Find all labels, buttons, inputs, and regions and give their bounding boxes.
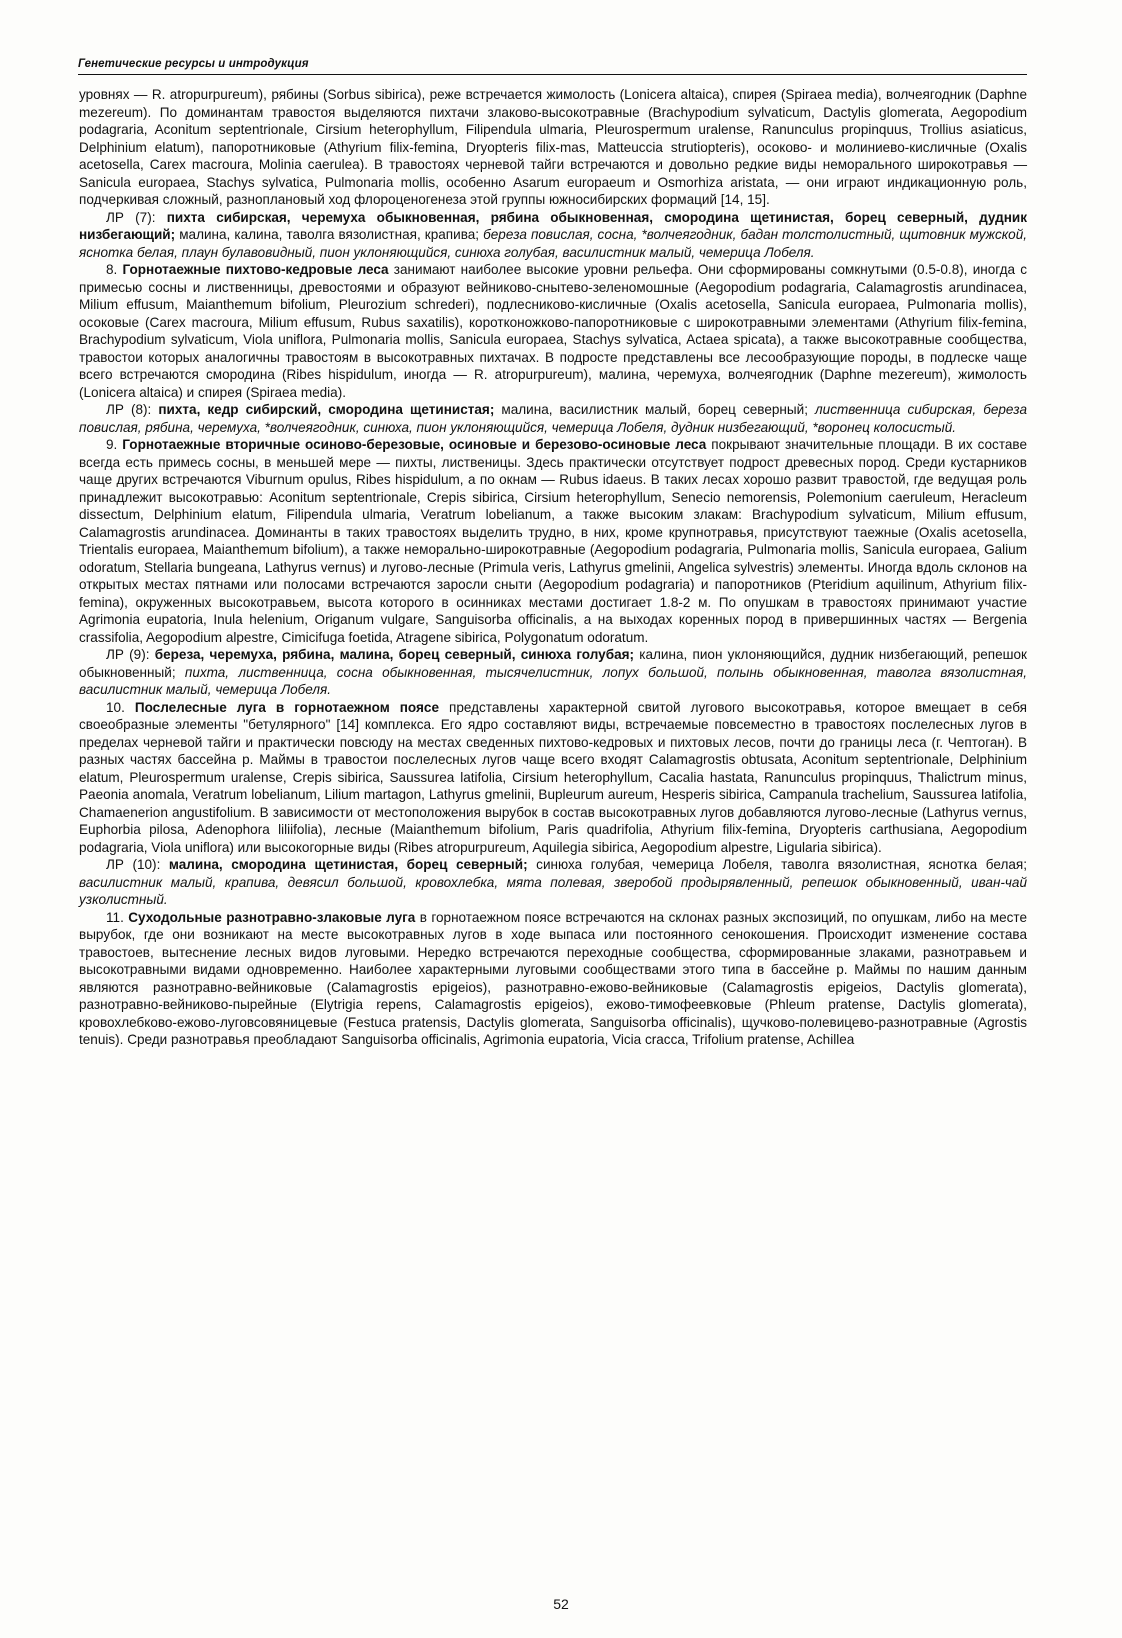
bold-run: пихта, кедр сибирский, смородина щетинистая; [158, 402, 495, 417]
text-run: занимают наиболее высокие уровни рельефа. Они сформированы сомкнутыми (0.5-0.8), иногда с примесью сосны и лиственницы, древостоями и образуют вейниково-снытево-зеленомошные (Aegopodium podagraria, Calamagrostis arundinacea, Milium effusum, Maianthemum bifolium, Pleurozium schrederi), подлесниково-кисличные (Oxalis acetosella, Sanicula europaea, Pulmonaria mollis), осоковые (Carex macroura, Milium effusum, Rubus saxatilis), коротконожково-папоротниковые с широкотравными элементами (Athyrium filix-femina, Brachypodium sylvaticum, Viola uniflora, Pulmonaria mollis, Sanicula europaea, Stachys sylvatica, Actaea spicata), а также высокотравные сообщества, травостои которых аналогичны травостоям в высокотравных пихтачах. В подросте представлены все лесообразующие породы, в подлеске чаще всего встречаются смородина (Ribes hispidulum, иногда — R. atropurpureum), малина, черемуха, волчеягодник (Daphne mezereum), жимолость (Lonicera altaica) и спирея (Spiraea media). [79, 262, 1028, 400]
text-run: 9. [106, 437, 123, 452]
bold-run: Горнотаежные пихтово-кедровые леса [122, 262, 389, 277]
text-run: калина, пион уклоняющийся, дудник низбегающий, репешок обыкновенный; [79, 647, 1027, 680]
bold-run: пихта сибирская, черемуха обыкновенная, рябина обыкновенная, смородина щетинистая, борец северный, дудник низбегающий; [79, 209, 1028, 242]
text-run: малина, василистник малый, борец северный; [494, 402, 816, 417]
running-header: Генетические ресурсы и интродукция [78, 58, 309, 70]
text-run: покрывают значительные площади. В их составе всегда есть примесь сосны, в меньшей мере — пихты, лиственицы. Здесь практически отсутствует подрост древесных пород. Среди кустарников чаще других встречаются Viburnum opulus, Ribes hispidulum, а по окнам — Rubus idaeus. В таких лесах хорошо развит травостой, где ведущая роль принадлежит высокотравью: Aconitum septentrionale, Crepis sibirica, Cirsium heterophyllum, Senecio nemorensis, Polemonium caeruleum, Heracleum dissectum, Delphinium elatum, Filipendula ulmaria, Veratrum lobelianum, а также высоким злакам: Brachypodium sylvaticum, Milium effusum, Calamagrostis arundinacea. Доминанты в таких травостоях выделить трудно, в них, кроме крупнотравья, присутствуют таежные (Oxalis acetosella, Trientalis europaea, Maianthemum bifolium), а также неморально-широкотравные (Aegopodium podagraria, Pulmonaria mollis, Sanicula europaea, Galium odoratum, Stellaria bungeana, Lathyrus vernus) и лугово-лесные (Primula veris, Lathyrus gmelinii, Angelica sylvestris) элементы. Иногда вдоль склонов на открытых местах пятнами или полосами встречаются заросли сныти (Aegopodium podagraria) и папоротников (Pteridium aquilinum, Athyrium filix-femina), окруженных высокотравьем, высота которого в осинниках местами достигает 1.8-2 м. По опушкам в травостоях принимают участие Agrimonia eupatoria, Inula helenium, Origanum vulgare, Sanguisorba officinalis, а на выходах коренных пород в привершинных частях — Bergenia crassifolia, Aegopodium alpestre, Cimicifuga foetida, Atragene sibirica, Polygonatum odoratum. [79, 437, 1027, 645]
paragraph [79, 646, 1027, 699]
bold-run: береза, черемуха, рябина, малина, борец северный, синюха голубая; [154, 647, 635, 662]
paragraph [79, 209, 1027, 262]
paragraph [79, 909, 1027, 1049]
italic-run: пихта, лиственница, сосна обыкновенная, тысячелистник, лопух большой, полынь обыкновенная, таволга вязолистная, василистник малый, чемерица Лобеля. [79, 664, 1027, 697]
text-run: ЛР (10): [106, 857, 169, 872]
page-number: 52 [553, 1596, 569, 1612]
paragraph [79, 86, 1027, 209]
paragraph [79, 699, 1027, 857]
body-text [79, 86, 1027, 1049]
italic-run: береза повислая, сосна, *волчеягодник, бадан толстолистный, щитовник мужской, яснотка белая, плаун булавовидный, пион уклоняющийся, синюха голубая, василистник малый, чемерица Лобеля. [79, 227, 1027, 260]
italic-run: лиственница сибирская, береза повислая, рябина, черемуха, *волчеягодник, синюха, пион уклоняющийся, чемерица Лобеля, дудник низбегающий, *воронец колосистый. [79, 402, 1027, 435]
bold-run: Послелесные луга в горнотаежном поясе [134, 699, 439, 715]
text-run: 11. [106, 909, 129, 925]
paragraph [79, 436, 1027, 646]
paragraph [79, 856, 1027, 909]
text-run: малина, калина, таволга вязолистная, крапива; [175, 227, 484, 242]
text-run: синюха голубая, чемерица Лобеля, таволга вязолистная, яснотка белая; [527, 857, 1027, 872]
text-run: 10. [106, 699, 135, 715]
paragraph [79, 261, 1027, 401]
text-run: ЛР (9): [106, 647, 155, 662]
text-run: ЛР (8): [106, 402, 159, 417]
text-run: в горнотаежном поясе встречаются на склонах разных экспозиций, по опушкам, либо на месте вырубок, где они возникают на месте высокотравных лугов в ходе выпаса или постоянного сенокошения. Происходит изменение состава травостоев, вытеснение лесных видов луговыми. Нередко встречаются переходные сообщества, сформированные злаками, разнотравьем и высокотравными видами одновременно. Наиболее характерными луговыми сообществами этого типа в бассейне р. Маймы по нашим данным являются разнотравно-вейниковые (Calamagrostis epigeios), разнотравно-ежово-вейниковые (Calamagrostis epigeios, Dactylis glomerata), разнотравно-вейниково-пырейные (Elytrigia repens, Calamagrostis epigeios), ежово-тимофеевковые (Phleum pratense, Dactylis glomerata), кровохлебково-ежово-луговсовяницевые (Festuca pratensis, Dactylis glomerata, Sanguisorba officinalis), щучково-полевицево-разнотравные (Agrostis tenuis). Среди разнотравья преобладают Sanguisorba officinalis, Agrimonia eupatoria, Vicia cracca, Trifolium pratense, Achillea [79, 909, 1027, 1047]
bold-run: Суходольные разнотравно-злаковые луга [128, 909, 416, 925]
italic-run: василистник малый, крапива, девясил большой, кровохлебка, мята полевая, зверобой продырявленный, репешок обыкновенный, иван-чай узколистный. [79, 874, 1027, 907]
text-run: ЛР (7): [106, 209, 167, 225]
bold-run: малина, смородина щетинистая, борец северный; [168, 857, 528, 872]
text-run: 8. [106, 262, 123, 277]
paragraph [79, 401, 1027, 436]
bold-run: Горнотаежные вторичные осиново-березовые, осиновые и березово-осиновые леса [122, 437, 707, 452]
header-rule [78, 74, 1027, 75]
text-run: представлены характерной свитой лугового высокотравья, которое вмещает в себя своеобразные элементы "бетулярного" [14] комплекса. Его ядро составляют виды, встречаемые повсеместно в травостоях послелесных лугов в пределах черневой тайги и практически повсюду на местах сведенных пихтово-кедровых и пихтовых лесов, почти до границы леса (г. Чептоган). В разных частях бассейна р. Маймы в травостои послелесных лугов чаще всего входят Calamagrostis obtusata, Aconitum septentrionale, Delphinium elatum, Pleurospermum uralense, Crepis sibirica, Saussurea latifolia, Cirsium heterophyllum, Cacalia hastata, Ranunculus propinquus, Thalictrum minus, Paeonia anomala, Veratrum lobelianum, Lilium martagon, Lathyrus gmelinii, Bupleurum aureum, Hesperis sibirica, Campanula trachelium, Saussurea latifolia, Chamaenerion angustifolium. В зависимости от местоположения вырубок в состав высокотравных лугов добавляются лугово-лесные (Lathyrus vernus, Euphorbia pilosa, Adenophora liliifolia), лесные (Maianthemum bifolium, Paris quadrifolia, Athyrium filix-femina, Dryopteris carthusiana, Aegopodium podagraria, Viola uniflora) или высокогорные виды (Ribes atropurpureum, Aquilegia sibirica, Aegopodium alpestre, Ligularia sibirica). [79, 699, 1027, 855]
text-run: уровнях — R. atropurpureum), рябины (Sorbus sibirica), реже встречается жимолость (Lonicera altaica), спирея (Spiraea media), волчеягодник (Daphne mezereum). По доминантам травостоя выделяются пихтачи злаково-высокотравные (Brachypodium sylvaticum, Dactylis glomerata, Aegopodium podagraria, Aconitum septentrionale, Cirsium heterophyllum, Filipendula ulmaria, Pleurospermum uralense, Ranunculus propinquus, Trollius asiaticus, Delphinium elatum), папоротниковые (Athyrium filix-femina, Dryopteris filix-mas, Matteuccia strutiopteris), осоково- и молиниево-кисличные (Oxalis acetosella, Carex macroura, Molinia caerulea). В травостоях черневой тайги встречаются и довольно редкие виды неморального широкотравья — Sanicula europaea, Stachys sylvatica, Pulmonaria mollis, особенно Asarum europaeum и Osmorhiza aristata, — они играют индикационную роль, подчеркивая сложный, разноплановый ход флороценогенеза этой группы южносибирских формаций [14, 15]. [79, 87, 1027, 207]
